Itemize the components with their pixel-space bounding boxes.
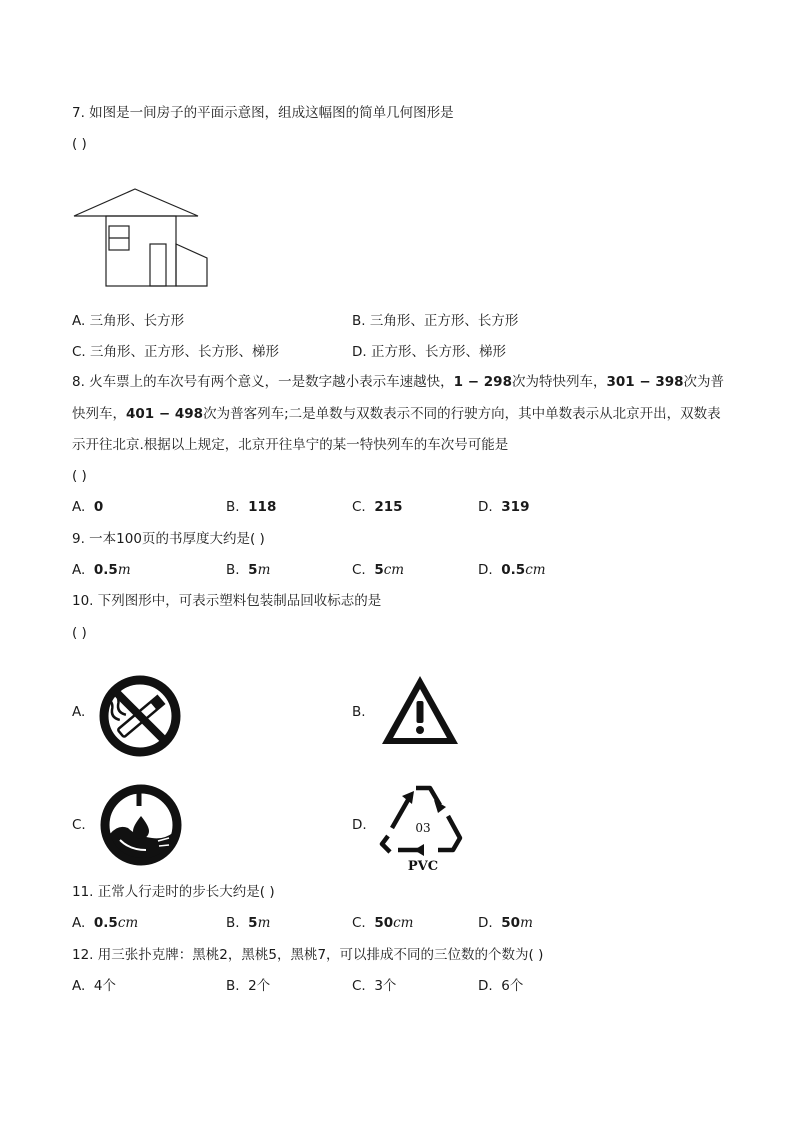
q9-option-d[interactable]: D. 0.5cm	[478, 562, 546, 578]
q10-option-c-label[interactable]: C.	[72, 817, 86, 833]
house-roof-triangle	[74, 189, 198, 216]
house-side-trapezoid	[176, 244, 207, 286]
q10-paren: ( )	[72, 625, 87, 641]
no-smoking-icon[interactable]	[98, 674, 182, 758]
q9-stem: 9. 一本100页的书厚度大约是( )	[72, 531, 265, 547]
q11-option-d[interactable]: D. 50m	[478, 915, 533, 931]
q10-option-d-label[interactable]: D.	[352, 817, 367, 833]
pvc-label-text: PVC	[407, 859, 439, 874]
q11-stem: 11. 正常人行走时的步长大约是( )	[72, 884, 275, 900]
q7-paren: ( )	[72, 136, 87, 152]
q7-stem: 7. 如图是一间房子的平面示意图，组成这幅图的简单几何图形是	[72, 105, 454, 121]
water-saving-icon[interactable]	[98, 784, 184, 866]
q8-line-3: 示开往北京.根据以上规定，北京开往阜宁的某一特快列车的车次号可能是	[72, 437, 509, 453]
q12-stem: 12. 用三张扑克牌：黑桃2，黑桃5，黑桃7，可以排成不同的三位数的个数为( )	[72, 947, 544, 963]
q8-option-a[interactable]: A. 0	[72, 499, 104, 515]
range-regular: 401 − 498	[126, 406, 204, 422]
q7-option-b[interactable]: B. 三角形、正方形、长方形	[352, 313, 519, 329]
q11-option-b[interactable]: B. 5m	[226, 915, 271, 931]
q10-stem: 10. 下列图形中，可表示塑料包装制品回收标志的是	[72, 593, 382, 609]
house-door	[150, 244, 166, 286]
q8-option-b[interactable]: B. 118	[226, 499, 277, 515]
q8-line-1: 8. 火车票上的车次号有两个意义，一是数字越小表示车速越快，1 − 298次为特快列车，301 − 398次为普	[72, 374, 725, 390]
q9-option-c[interactable]: C. 5cm	[352, 562, 405, 578]
q12-option-b[interactable]: B. 2个	[226, 978, 271, 994]
q12-option-a[interactable]: A. 4个	[72, 978, 116, 994]
q9-option-b[interactable]: B. 5m	[226, 562, 271, 578]
range-fast: 301 − 398	[606, 374, 684, 390]
q7-option-d[interactable]: D. 正方形、长方形、梯形	[352, 344, 506, 360]
warning-triangle-icon[interactable]	[378, 672, 462, 748]
house-figure	[72, 186, 212, 290]
q8-line-2: 快列车，401 − 498次为普客列车;二是单数与双数表示不同的行驶方向，其中单数表示从北京开出，双数表	[72, 406, 721, 422]
q8-paren: ( )	[72, 468, 87, 484]
range-express: 1 − 298	[453, 374, 512, 390]
q7-option-c[interactable]: C. 三角形、正方形、长方形、梯形	[72, 344, 280, 360]
pvc-recycle-icon[interactable]	[378, 780, 468, 876]
q8-option-d[interactable]: D. 319	[478, 499, 530, 515]
q8-option-c[interactable]: C. 215	[352, 499, 403, 515]
pvc-code-text: 03	[415, 821, 431, 835]
q12-option-c[interactable]: C. 3个	[352, 978, 397, 994]
q10-option-b-label[interactable]: B.	[352, 704, 366, 720]
q7-option-a[interactable]: A. 三角形、长方形	[72, 313, 185, 329]
q11-option-a[interactable]: A. 0.5cm	[72, 915, 139, 931]
q10-option-a-label[interactable]: A.	[72, 704, 86, 720]
q12-option-d[interactable]: D. 6个	[478, 978, 524, 994]
q9-option-a[interactable]: A. 0.5m	[72, 562, 131, 578]
q11-option-c[interactable]: C. 50cm	[352, 915, 414, 931]
